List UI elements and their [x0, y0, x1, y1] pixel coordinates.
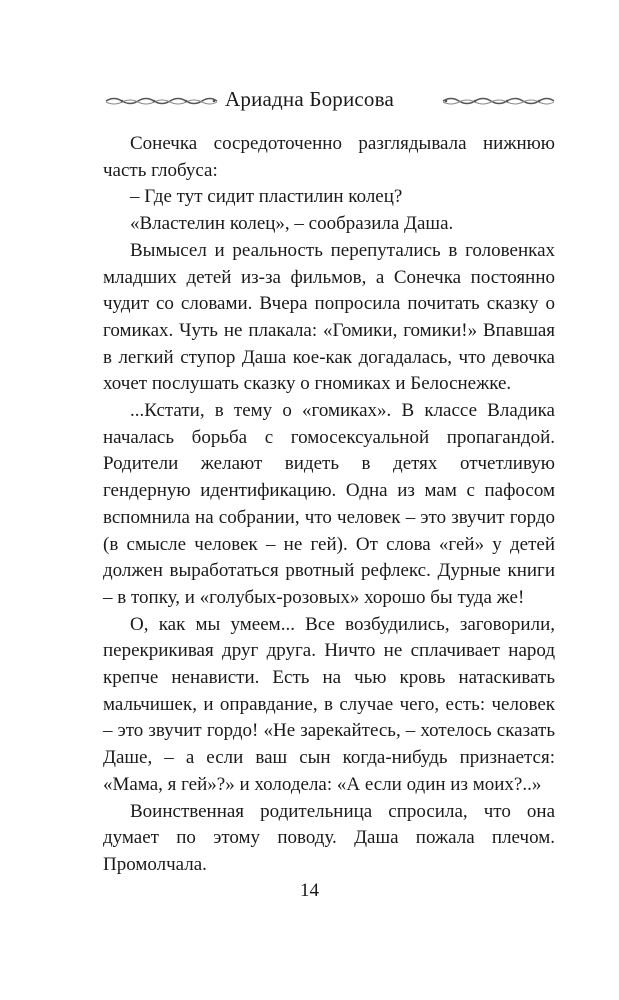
- paragraph-5: ...Кстати, в тему о «гомиках». В классе Владика началась борьба с гомосексуальной пропагандой. Родители желают видеть в детях отчетливую гендерную идентификацию. Одна из мам с пафосом вспомнила на собрании, что человек – это звучит гордо (в смысле человек – не гей). От слова «гей» у детей должен выработаться рвотный рефлекс. Дурные книги – в топку, и «голубых-розовых» хорошо бы туда же!: [103, 400, 555, 608]
- paragraph-2: – Где тут сидит пластилин колец?: [130, 186, 403, 208]
- paragraph-6: О, как мы умеем... Все возбудились, заговорили, перекрикивая друг друга. Ничто не сплачивает народ крепче ненависти. Есть на чью кровь натаскивать мальчишек, и оправдание, в случае чего, есть: человек – это звучит гордо! «Не зарекайтесь, – хотелось сказать Даше, – а если ваш сын когда-нибудь признается: «Мама, я гей»?» и холодела: «А если один из моих?..»: [103, 613, 555, 795]
- paragraph-4: Вымысел и реальность перепутались в головенках младших детей из-за фильмов, а Сонечка постоянно чудит со словами. Вчера попросила почитать сказку о гомиках. Чуть не плакала: «Гомики, гомики!» Впавшая в легкий ступор Даша кое-как догадалась, что девочка хочет послушать сказку о гномиках и Белоснежке.: [103, 239, 555, 395]
- running-header: [0, 82, 619, 116]
- paragraph-3: «Властелин колец», – сообразила Даша.: [130, 213, 454, 235]
- paragraph-7: Воинственная родительница спросила, что она думает по этому поводу. Даша пожала плечом. Промолчала.: [103, 800, 555, 875]
- body-text: [103, 131, 555, 879]
- running-head-title: Ариадна Борисова: [225, 87, 394, 111]
- ornament-right-icon: [441, 95, 556, 107]
- paragraph-1: Сонечка сосредоточенно разглядывала нижнюю часть глобуса:: [103, 133, 555, 181]
- page-number: 14: [300, 880, 319, 901]
